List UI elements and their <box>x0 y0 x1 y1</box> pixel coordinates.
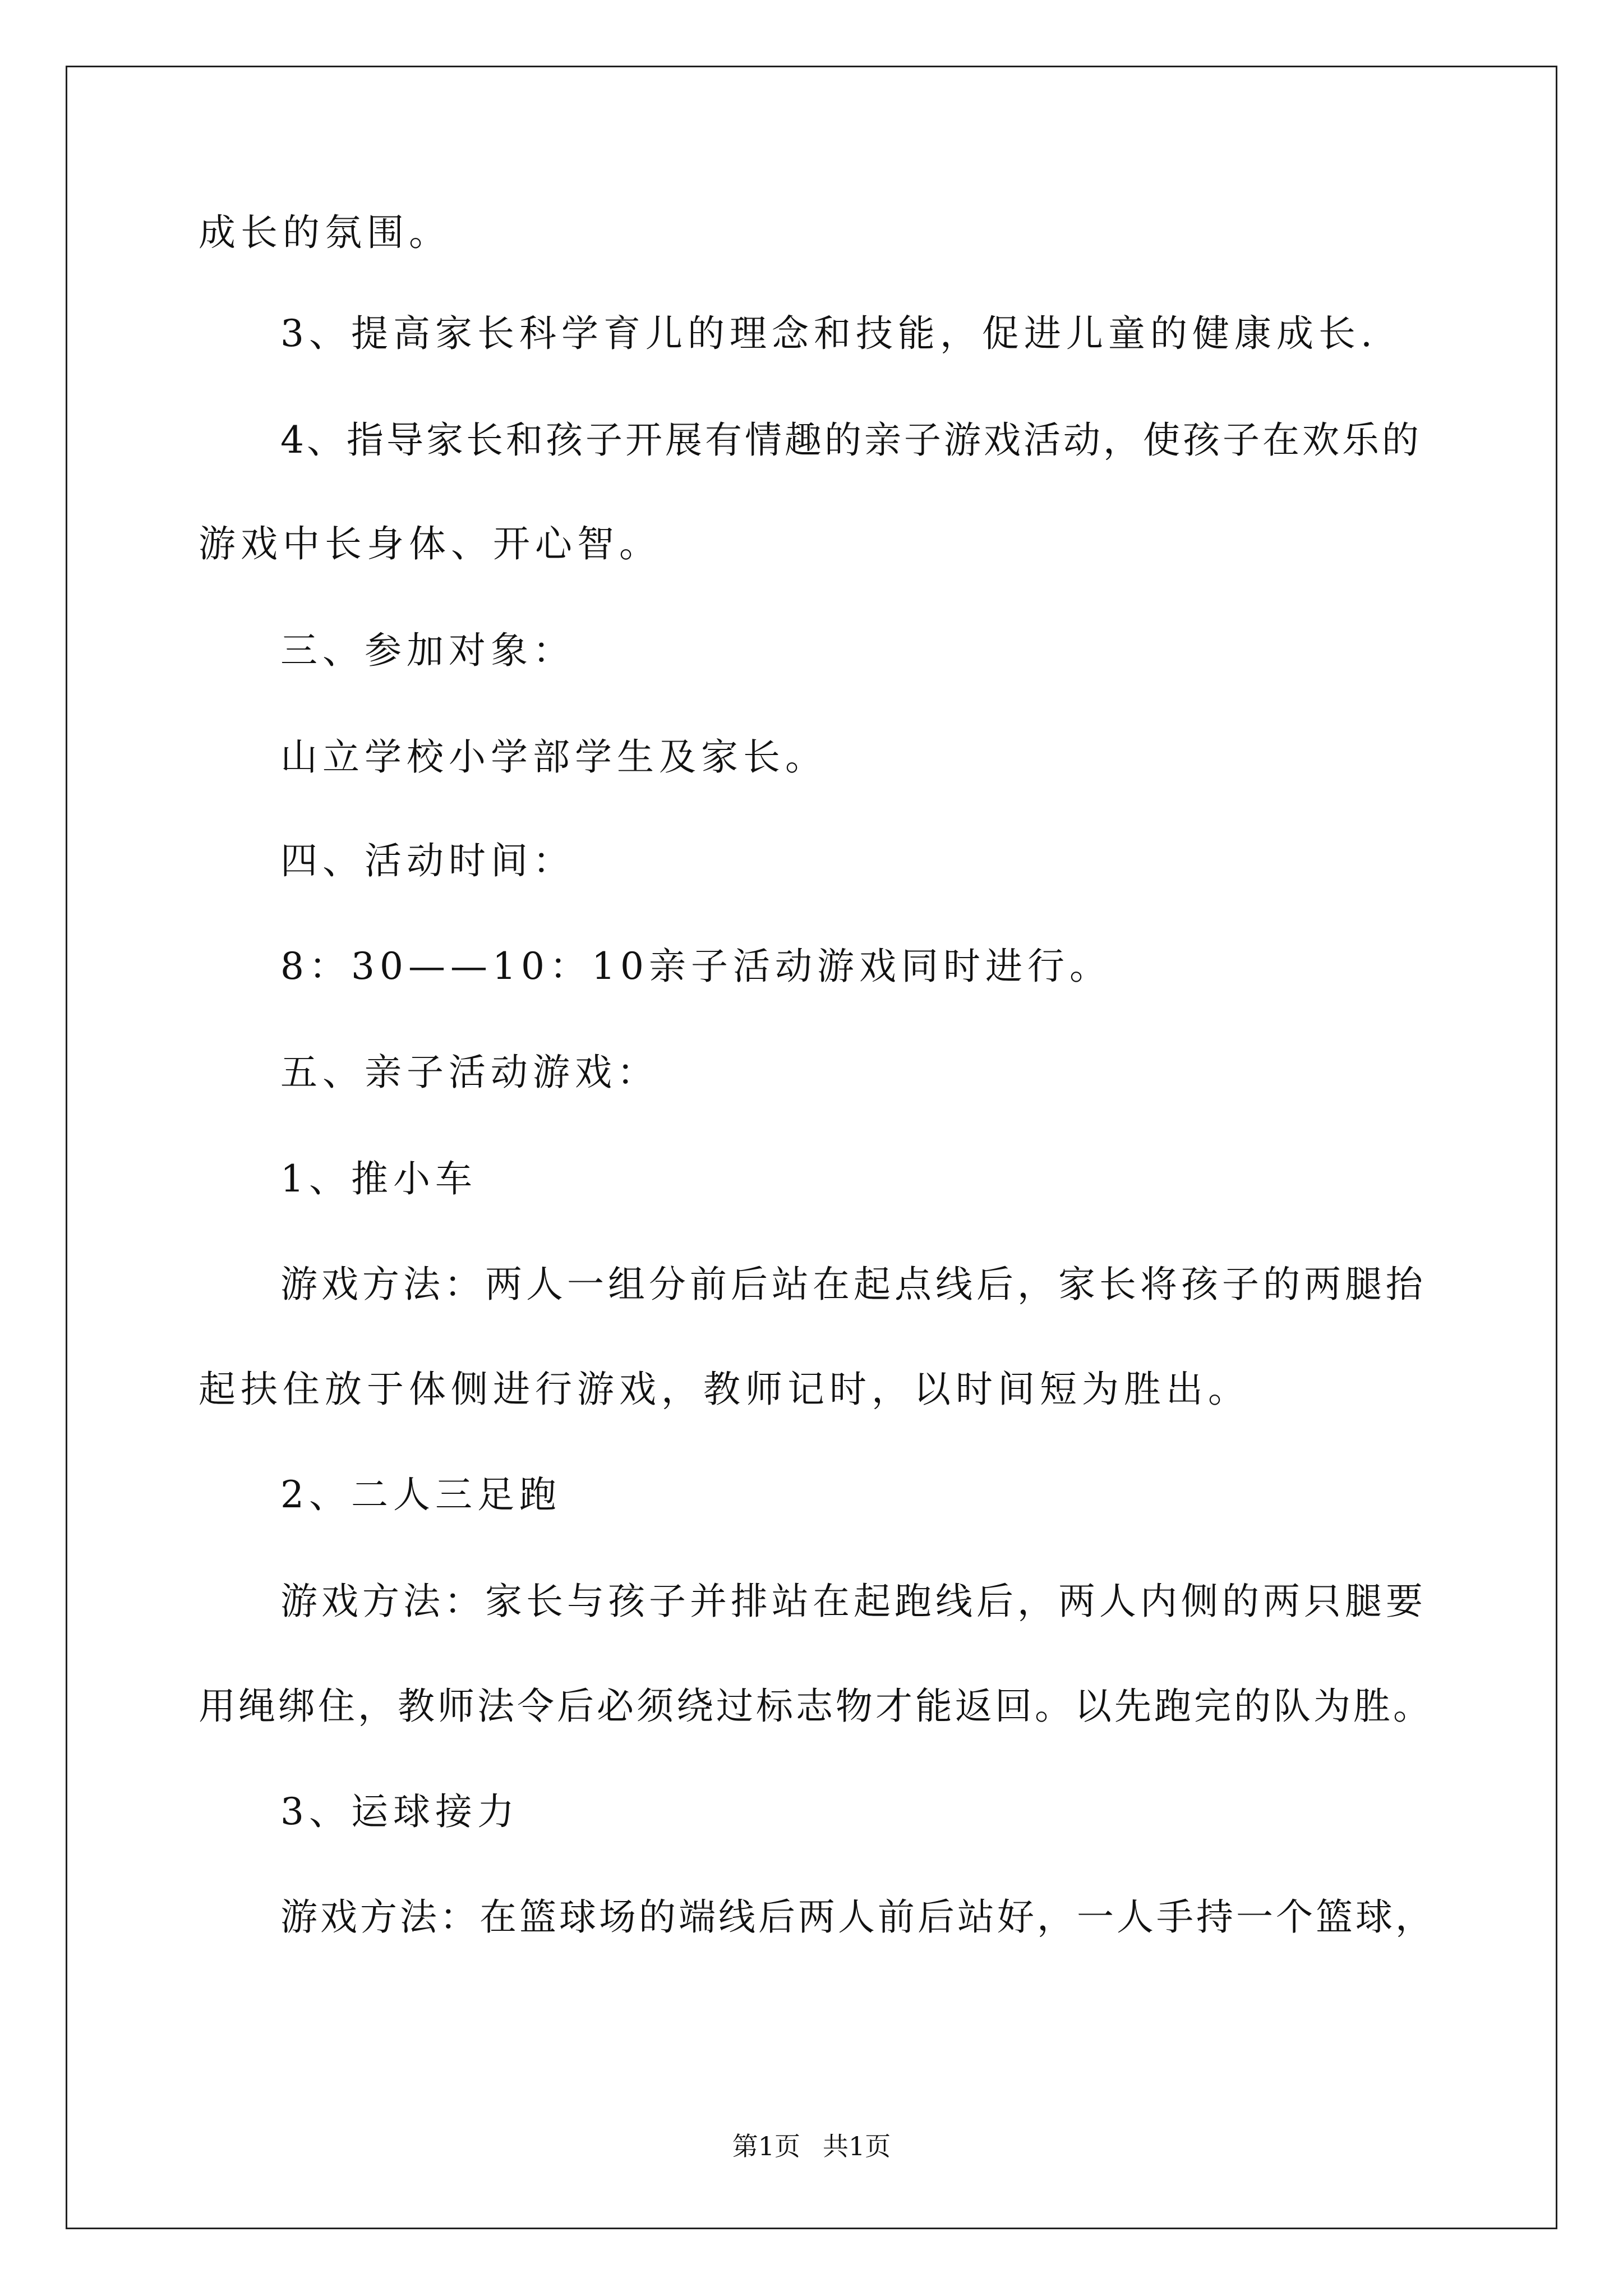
text-line-4: 游戏中长身体、开心智。 <box>199 522 661 565</box>
game-title-1: 1、推小车 <box>280 1157 477 1200</box>
text-line-3: 4、指导家长和孩子开展有情趣的亲子游戏活动，使孩子在欢乐的 <box>280 418 1422 462</box>
text-line-6: 山立学校小学部学生及家长。 <box>280 735 827 779</box>
text-line-8: 8：30——10：10亲子活动游戏同时进行。 <box>280 945 1112 988</box>
section-heading-games: 五、亲子活动游戏： <box>280 1051 659 1094</box>
text-line-12: 起扶住放于体侧进行游戏，教师记时，以时间短为胜出。 <box>199 1368 1250 1411</box>
page-footer <box>0 2129 1623 2163</box>
text-line-2: 3、提高家长科学育儿的理念和技能，促进儿童的健康成长. <box>280 312 1377 355</box>
text-line-15: 用绳绑住，教师法令后必须绕过标志物才能返回。以先跑完的队为胜。 <box>199 1685 1433 1728</box>
game-title-2: 2、二人三足跑 <box>280 1473 561 1516</box>
page-number-total: 共1页 <box>823 2131 891 2161</box>
text-line-14: 游戏方法：家长与孩子并排站在起跑线后，两人内侧的两只腿要 <box>280 1580 1427 1623</box>
page-number-current: 第1页 <box>732 2131 800 2161</box>
text-line-17: 游戏方法：在篮球场的端线后两人前后站好，一人手持一个篮球， <box>280 1895 1435 1939</box>
text-line-11: 游戏方法：两人一组分前后站在起点线后，家长将孩子的两腿抬 <box>280 1263 1427 1306</box>
text-line-1: 成长的氛围。 <box>199 211 451 254</box>
section-heading-participants: 三、参加对象： <box>280 629 575 672</box>
section-heading-time: 四、活动时间： <box>280 839 575 882</box>
game-title-3: 3、运球接力 <box>280 1790 519 1833</box>
